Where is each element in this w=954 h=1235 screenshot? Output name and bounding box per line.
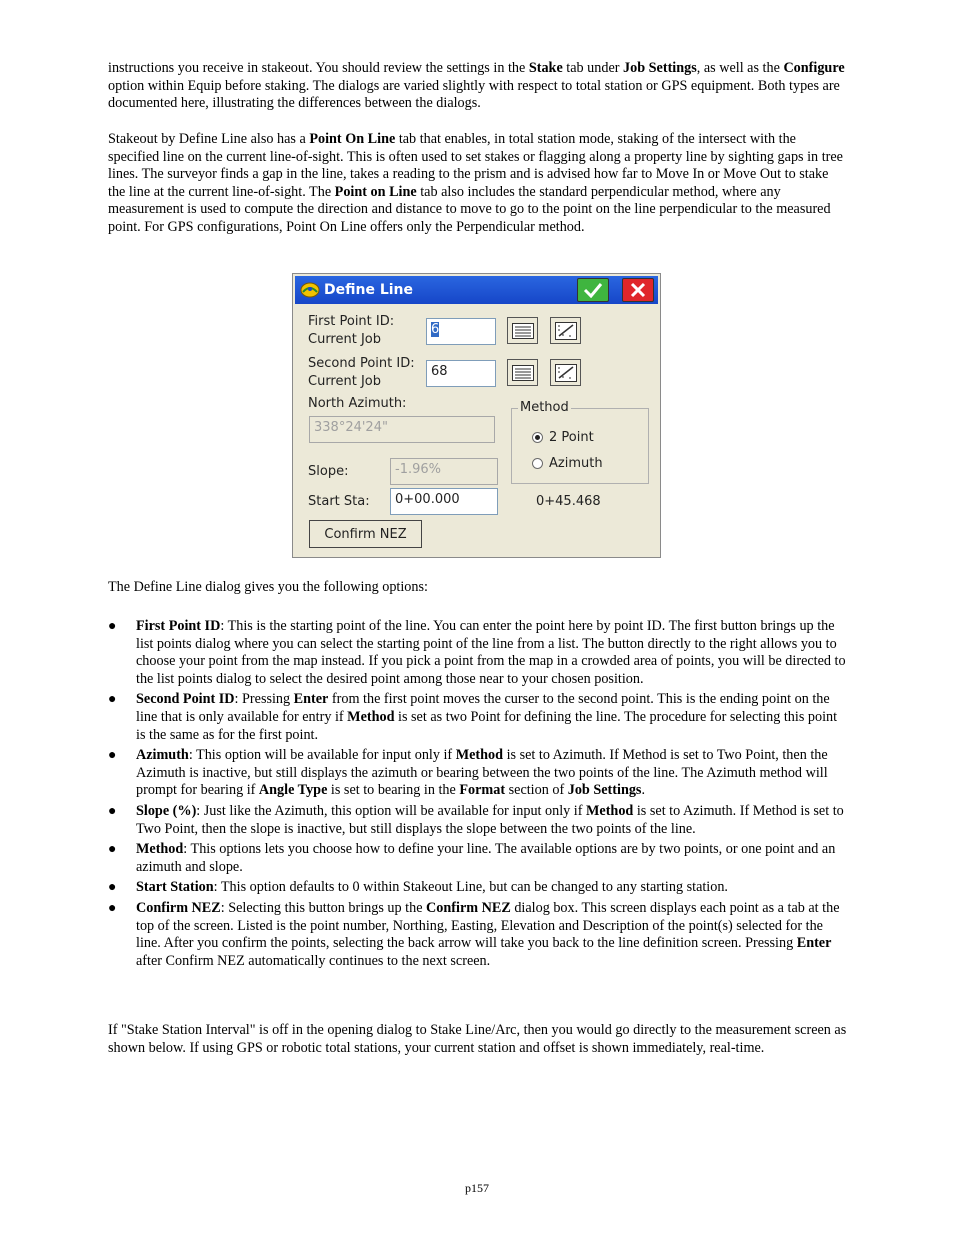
first-point-map-button[interactable] [550,317,581,344]
ok-button[interactable] [577,278,609,302]
page-number: p157 [465,1181,489,1195]
first-point-source: Current Job [308,332,381,347]
dialog-titlebar [295,276,658,304]
list-item: ● Start Station: This option defaults to 0 within Stakeout Line, but can be changed to any starting station. [108,879,728,896]
close-icon [630,282,646,298]
bullet-icon: ● [108,803,117,819]
list-item: ● Confirm NEZ: Selecting this button brings up the Confirm NEZ dialog box. This screen displays each point as a tab at the top of the screen. Listed is the point number, Northing, Easting, Elevation and Description of the point(s) selected for the line. After you confirm the points, selecting the back arrow will take you back to the line definition screen. Pressing Enter after Confirm NEZ automatically continues to the next screen. [108,899,840,969]
list-icon [512,323,534,339]
first-point-list-button[interactable] [507,317,538,344]
app-logo-icon [299,280,321,300]
first-point-input[interactable]: 6 [426,318,496,345]
define-line-dialog [292,273,661,558]
end-station-value: 0+45.468 [536,494,601,509]
first-point-label: First Point ID: [308,314,395,329]
list-item: ● First Point ID: This is the starting point of the line. You can enter the point here by point ID. The first button brings up the list points dialog where you can select the starting point of the line from a list. The button directly to the right allows you to choose your point from the map instead. If you pick a point from the map in a crowded area of points, you will be directed to the list points dialog to select the desired point among those near to your chosen position. [108,618,846,687]
map-pick-icon [555,322,577,340]
bullet-icon: ● [108,619,117,634]
intro-paragraph: instructions you receive in stakeout. You should review the settings in the Stake tab under Job Settings, as well as the Configure option within Equip before staking. The dialogs are varied slightly with respect to total station or GPS equipment. Both types are documented here, illustrating the differences between the dialogs. [108,60,845,112]
method-option-2-point[interactable]: 2 Point [532,430,594,445]
method-option-azimuth[interactable]: Azimuth [532,456,603,471]
north-azimuth-label: North Azimuth: [308,396,407,411]
list-item: ● Slope (%): Just like the Azimuth, this option will be available for input only if Method is set to Azimuth. If Method is set to Two Point, then the slope is inactive, but still displays the slope between the two points of the line. [108,802,844,837]
list-item: ● Method: This options lets you choose how to define your line. The available options are by two points, or one point and an azimuth and slope. [108,841,836,875]
bullet-icon: ● [108,880,117,896]
checkmark-icon [583,282,603,298]
bullet-icon: ● [108,900,117,916]
measurement-paragraph: If "Stake Station Interval" is off in the opening dialog to Stake Line/Arc, then you would go directly to the measurement screen as shown below. If using GPS or robotic total stations, your current station and offset is shown immediately, real-time. [108,1022,847,1056]
confirm-nez-button[interactable]: Confirm NEZ [309,520,422,548]
options-list [108,618,848,973]
second-point-map-button[interactable] [550,359,581,386]
radio-unselected-icon [532,458,543,469]
slope-label: Slope: [308,464,349,479]
method-group [511,400,649,484]
list-item: ● Azimuth: This option will be available for input only if Method is set to Azimuth. If Method is set to Two Point, then the Azimuth is inactive, but still displays the azimuth or bearing between the two points of the line. The Azimuth method will prompt for bearing if Angle Type is set to bearing in the Format section of Job Settings. [108,747,828,799]
point-on-line-paragraph: Stakeout by Define Line also has a Point On Line tab that enables, in total station mode, staking of the intersect with the specified line on the current line-of-sight. This is often used to set stakes or flagging along a property line by sighting gaps in tree lines. The surveyor finds a gap in the line, takes a reading to the prism and is advised how far to Move In or Move Out to stake the line at the current line-of-sight. The Point on Line tab also includes the standard perpendicular method, where any measurement is used to compute the direction and distance to move to go to the point on the line perpendicular to the measured point. For GPS configurations, Point On Line offers only the Perpendicular method. [108,131,843,235]
options-intro: The Define Line dialog gives you the following options: [108,579,428,595]
bullet-icon: ● [108,842,117,858]
second-point-label: Second Point ID: [308,356,415,371]
list-icon [512,365,534,381]
cancel-button[interactable] [622,278,654,302]
bullet-icon: ● [108,692,117,708]
dialog-title: Define Line [324,282,414,298]
start-sta-label: Start Sta: [308,494,370,509]
second-point-list-button[interactable] [507,359,538,386]
slope-input[interactable]: -1.96% [390,458,498,485]
north-azimuth-input[interactable]: 338°24'24" [309,416,495,443]
start-sta-input[interactable]: 0+00.000 [390,488,498,515]
list-item: ● Second Point ID: Pressing Enter from the first point moves the curser to the second point. This is the ending point on the line that is only available for entry if Method is set as two Point for defining the line. The procedure for selecting this point is the same as for the first point. [108,691,838,743]
map-pick-icon [555,364,577,382]
second-point-source: Current Job [308,374,381,389]
bullet-icon: ● [108,748,117,764]
radio-selected-icon [532,432,543,443]
second-point-input[interactable]: 68 [426,360,496,387]
method-label: Method [520,400,569,415]
